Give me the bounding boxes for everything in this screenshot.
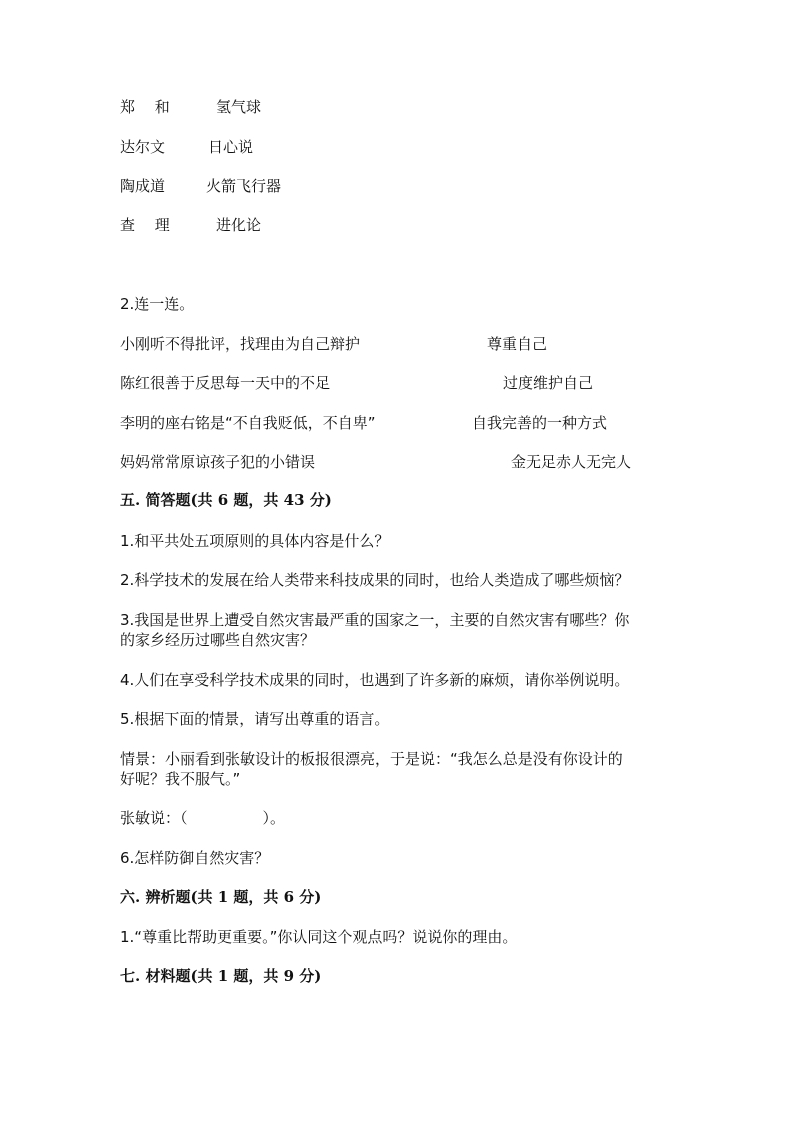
match2-left-4: 妈妈常常原谅孩子犯的小错误: [120, 453, 316, 471]
section5-q5-scene-line1: 情景：小丽看到张敏设计的板报很漂亮，于是说：“我怎么总是没有你设计的: [120, 750, 623, 768]
section5-q6: 6.怎样防御自然灾害？: [120, 849, 270, 867]
section5-q5-answer: 张敏说：（ ）。: [120, 809, 286, 827]
section5-q3-line1: 3.我国是世界上遭受自然灾害最严重的国家之一，主要的自然灾害有哪些？你: [120, 611, 630, 629]
match1-left-3: 陶成道: [120, 177, 166, 195]
section7-heading: 七. 材料题(共 1 题，共 9 分): [120, 967, 322, 985]
match2-left-3: 李明的座右铭是“不自我贬低，不自卑”: [120, 414, 376, 432]
section6-heading: 六. 辨析题(共 1 题，共 6 分): [120, 888, 322, 906]
match2-right-2: 过度维护自己: [503, 374, 594, 392]
section5-q1: 1.和平共处五项原则的具体内容是什么？: [120, 532, 390, 550]
match1-left-4: 查 理: [120, 216, 170, 234]
match2-right-4: 金无足赤人无完人: [511, 453, 632, 471]
match1-left-1: 郑 和: [120, 98, 170, 116]
match1-left-2: 达尔文: [120, 138, 166, 156]
section5-heading: 五. 简答题(共 6 题，共 43 分): [120, 491, 332, 509]
match2-right-1: 尊重自己: [487, 335, 548, 353]
match2-left-1: 小刚听不得批评，找理由为自己辩护: [120, 335, 361, 353]
section5-q5: 5.根据下面的情景，请写出尊重的语言。: [120, 710, 390, 728]
match1-right-3: 火箭飞行器: [206, 177, 282, 195]
section5-q5-scene-line2: 好呢？我不服气。”: [120, 770, 241, 788]
match1-right-1: 氢气球: [216, 98, 262, 116]
match1-right-4: 进化论: [216, 216, 262, 234]
section5-q3-line2: 的家乡经历过哪些自然灾害？: [120, 631, 316, 649]
match2-left-2: 陈红很善于反思每一天中的不足: [120, 374, 331, 392]
section5-q4: 4.人们在享受科学技术成果的同时，也遇到了许多新的麻烦，请你举例说明。: [120, 671, 630, 689]
section5-q2: 2.科学技术的发展在给人类带来科技成果的同时，也给人类造成了哪些烦恼？: [120, 571, 630, 589]
section6-q1: 1.“尊重比帮助更重要。”你认同这个观点吗？说说你的理由。: [120, 928, 518, 946]
match2-title: 2.连一连。: [120, 295, 195, 313]
match2-right-3: 自我完善的一种方式: [472, 414, 608, 432]
match1-right-2: 日心说: [208, 138, 254, 156]
